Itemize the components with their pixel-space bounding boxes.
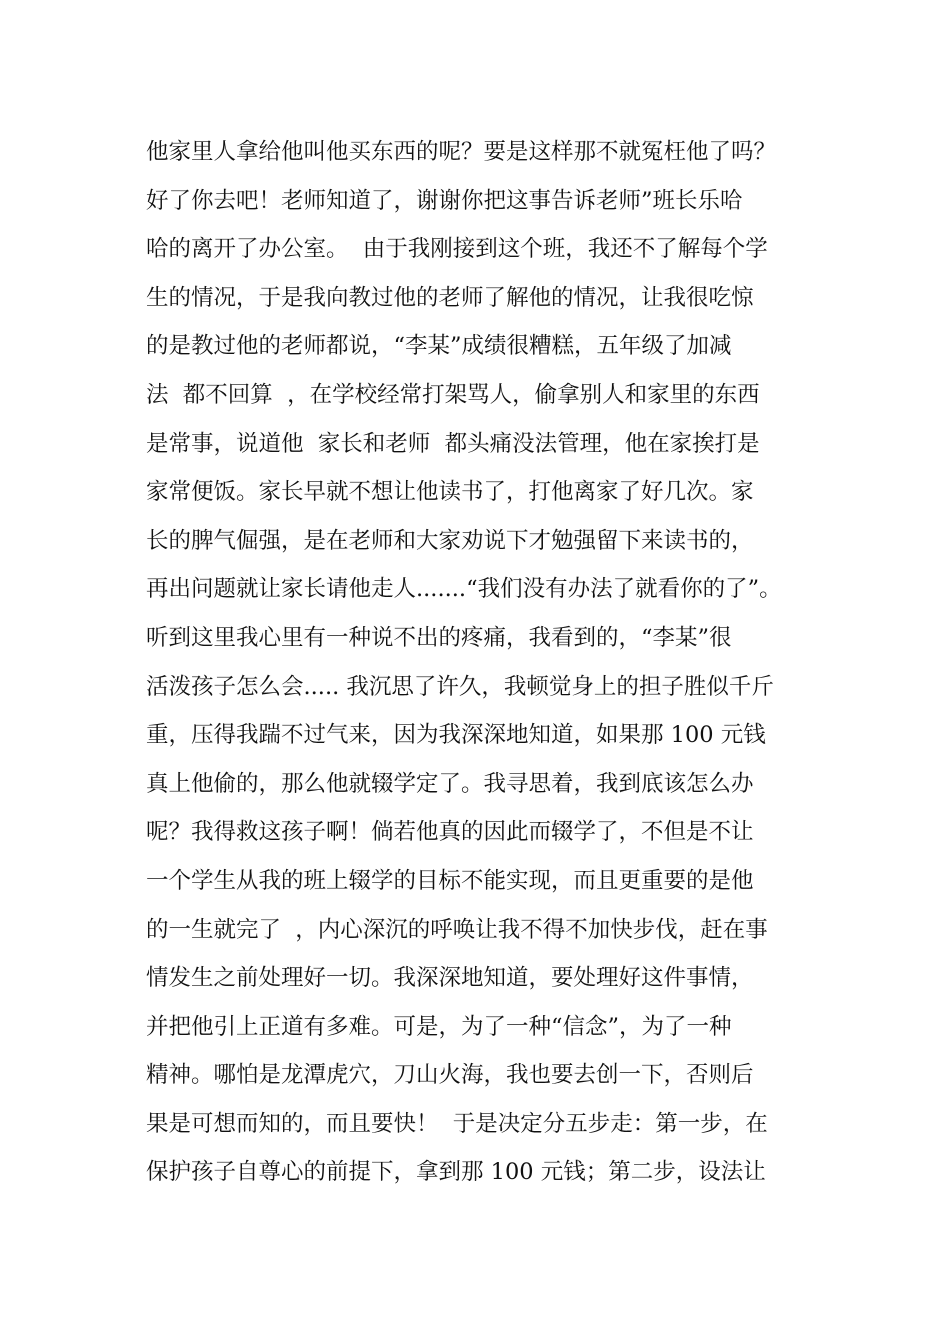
text-line: 精神。哪怕是龙潭虎穴，刀山火海，我也要去创一下，否则后 xyxy=(146,1062,754,1089)
text-line: 并把他引上正道有多难。可是，为了一种“信念”，为了一种 xyxy=(146,1013,732,1040)
text-line: 他家里人拿给他叫他买东西的呢？要是这样那不就冤枉他了吗？ xyxy=(146,139,777,165)
text-line: 长的脾气倔强，是在老师和大家劝说下才勉强留下来读书的， xyxy=(146,527,754,554)
text-line: 情发生之前处理好一切。我深深地知道，要处理好这件事情， xyxy=(146,965,754,992)
text-line: 的是教过他的老师都说，“李某”成绩很糟糕，五年级了加减 xyxy=(146,333,732,360)
text-line: 果是可想而知的，而且要快！ 于是决定分五步走：第一步，在 xyxy=(146,1110,768,1137)
text-line: 再出问题就让家长请他走人.......“我们没有办法了就看你的了”。 xyxy=(146,576,782,603)
text-line: 一个学生从我的班上辍学的目标不能实现，而且更重要的是他 xyxy=(146,867,754,894)
text-line: 活泼孩子怎么会..... 我沉思了许久，我顿觉身上的担子胜似千斤 xyxy=(146,673,774,700)
text-line: 法 都不回算 ，在学校经常打架骂人，偷拿别人和家里的东西 xyxy=(146,381,760,408)
text-line: 听到这里我心里有一种说不出的疼痛，我看到的，“李某”很 xyxy=(146,624,732,651)
text-line: 呢？我得救这孩子啊！倘若他真的因此而辍学了，不但是不让 xyxy=(146,819,754,846)
text-line: 是常事，说道他 家长和老师 都头痛没法管理，他在家挨打是 xyxy=(146,430,760,457)
text-line: 真上他偷的，那么他就辍学定了。我寻思着，我到底该怎么办 xyxy=(146,770,754,797)
text-line: 的一生就完了 ，内心深沉的呼唤让我不得不加快步伐，赶在事 xyxy=(146,916,768,943)
text-line: 重，压得我踹不过气来，因为我深深地知道，如果那 100 元钱 xyxy=(146,722,766,749)
text-line: 家常便饭。家长早就不想让他读书了，打他离家了好几次。家 xyxy=(146,479,754,506)
text-line: 哈的离开了办公室。 由于我刚接到这个班，我还不了解每个学 xyxy=(146,236,768,263)
text-line: 生的情况，于是我向教过他的老师了解他的情况，让我很吃惊 xyxy=(146,284,754,311)
body-text xyxy=(146,128,826,1197)
text-line: 保护孩子自尊心的前提下，拿到那 100 元钱；第二步，设法让 xyxy=(146,1159,766,1186)
text-line: 好了你去吧！老师知道了，谢谢你把这事告诉老师”班长乐哈 xyxy=(146,187,743,214)
